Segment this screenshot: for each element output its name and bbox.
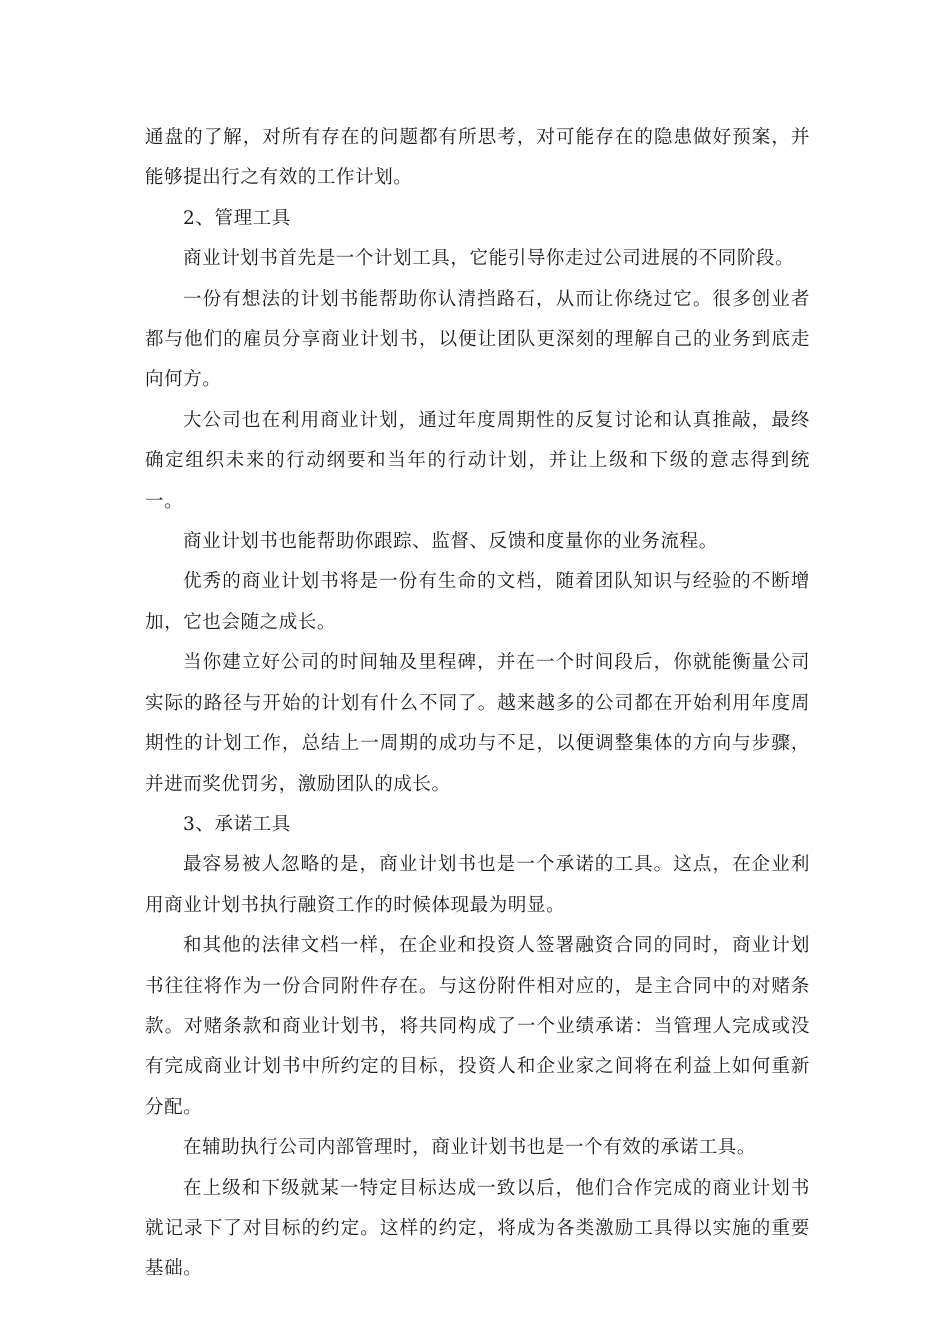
paragraph: 在辅助执行公司内部管理时，商业计划书也是一个有效的承诺工具。 [183, 1137, 757, 1159]
paragraph: 商业计划书也能帮助你跟踪、监督、反馈和度量你的业务流程。 [183, 531, 718, 553]
paragraph: 优秀的商业计划书将是一份有生命的文档，随着团队知识与经验的不断增加，它也会随之成长。 [145, 571, 810, 633]
section-heading: 2、管理工具 [183, 207, 291, 229]
paragraph: 通盘的了解，对所有存在的问题都有所思考，对可能存在的隐患做好预案，并能够提出行之有效的工作计划。 [145, 127, 810, 189]
paragraph: 一份有想法的计划书能帮助你认清挡路石，从而让你绕过它。很多创业者都与他们的雇员分享商业计划书，以便让团队更深刻的理解自己的业务到底走向何方。 [145, 288, 810, 391]
paragraph: 当你建立好公司的时间轴及里程碑，并在一个时间段后，你就能衡量公司实际的路径与开始的计划有什么不同了。越来越多的公司都在开始利用年度周期性的计划工作，总结上一周期的成功与不足，以便调整集体的方向与步骤，并进而奖优罚劣，激励团队的成长。 [145, 652, 810, 795]
section-heading: 3、承诺工具 [183, 813, 291, 835]
paragraph: 大公司也在利用商业计划，通过年度周期性的反复讨论和认真推敲，最终确定组织未来的行动纲要和当年的行动计划，并让上级和下级的意志得到统一。 [145, 409, 810, 512]
paragraph: 商业计划书首先是一个计划工具，它能引导你走过公司进展的不同阶段。 [183, 248, 795, 270]
paragraph: 在上级和下级就某一特定目标达成一致以后，他们合作完成的商业计划书就记录下了对目标的约定。这样的约定，将成为各类激励工具得以实施的重要基础。 [145, 1177, 810, 1280]
document-body [145, 118, 810, 1290]
paragraph: 和其他的法律文档一样，在企业和投资人签署融资合同的同时，商业计划书往往将作为一份合同附件存在。与这份附件相对应的，是主合同中的对赌条款。对赌条款和商业计划书，将共同构成了一个业绩承诺：当管理人完成或没有完成商业计划书中所约定的目标，投资人和企业家之间将在利益上如何重新分配。 [145, 935, 810, 1118]
paragraph: 最容易被人忽略的是，商业计划书也是一个承诺的工具。这点，在企业利用商业计划书执行融资工作的时候体现最为明显。 [145, 854, 810, 916]
